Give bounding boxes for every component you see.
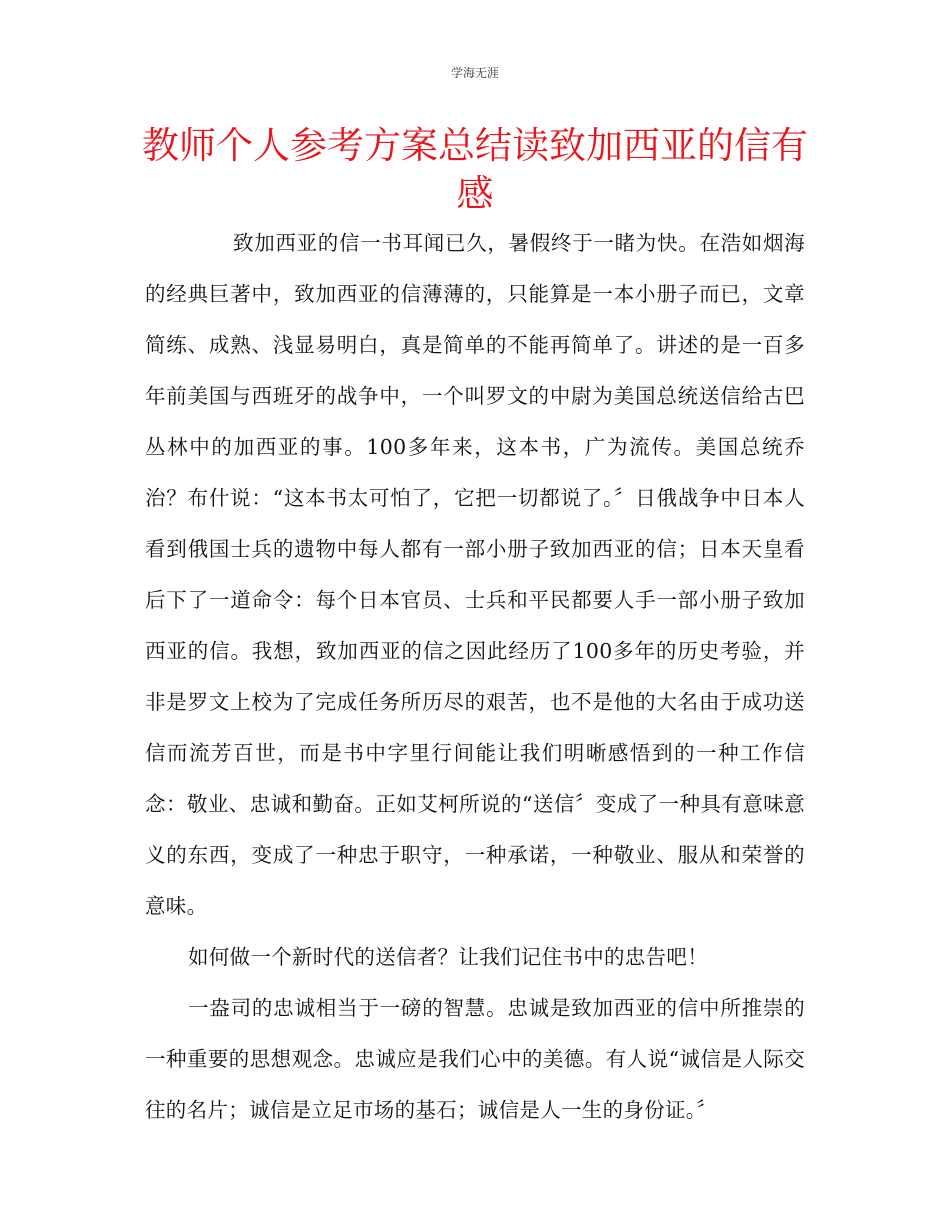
document-title: 教师个人参考方案总结读致加西亚的信有感 [142,124,808,215]
page-header: 学海无涯 [450,66,499,80]
paragraph-2: 如何做一个新时代的送信者？让我们记住书中的忠告吧！ [188,945,708,969]
paragraph-1: 致加西亚的信一书耳闻已久，暑假终于一睹为快。在浩如烟海的经典巨著中，致加西亚的信薄薄的，只能算是一本小册子而已，文章简练、成熟、浅显易明白，真是简单的不能再简单了。讲述的是一百多年前美国与西班牙的战争中，一个叫罗文的中尉为美国总统送信给古巴丛林中的加西亚的事。100多年来，这本书，广为流传。美国总统乔治？布什说：“这本书太可怕了，它把一切都说了。〞日俄战争中日本人看到俄国士兵的遗物中每人都有一部小册子致加西亚的信；日本天皇看后下了一道命令：每个日本官员、士兵和平民都要人手一部小册子致加西亚的信。我想，致加西亚的信之因此经历了100多年的历史考验，并非是罗文上校为了完成任务所历尽的艰苦，也不是他的大名由于成功送信而流芳百世，而是书中字里行间能让我们明晰感悟到的一种工作信念：敬业、忠诚和勤奋。正如艾柯所说的“送信〞变成了一种具有意味意义的东西，变成了一种忠于职守，一种承诺，一种敬业、服从和荣誉的意味。 [145,231,805,918]
document-body [145,218,805,1136]
paragraph-3: 一盎司的忠诚相当于一磅的智慧。忠诚是致加西亚的信中所推崇的一种重要的思想观念。忠诚应是我们心中的美德。有人说“诚信是人际交往的名片；诚信是立足市场的基石；诚信是人一生的身份证。〞 [145,996,805,1122]
